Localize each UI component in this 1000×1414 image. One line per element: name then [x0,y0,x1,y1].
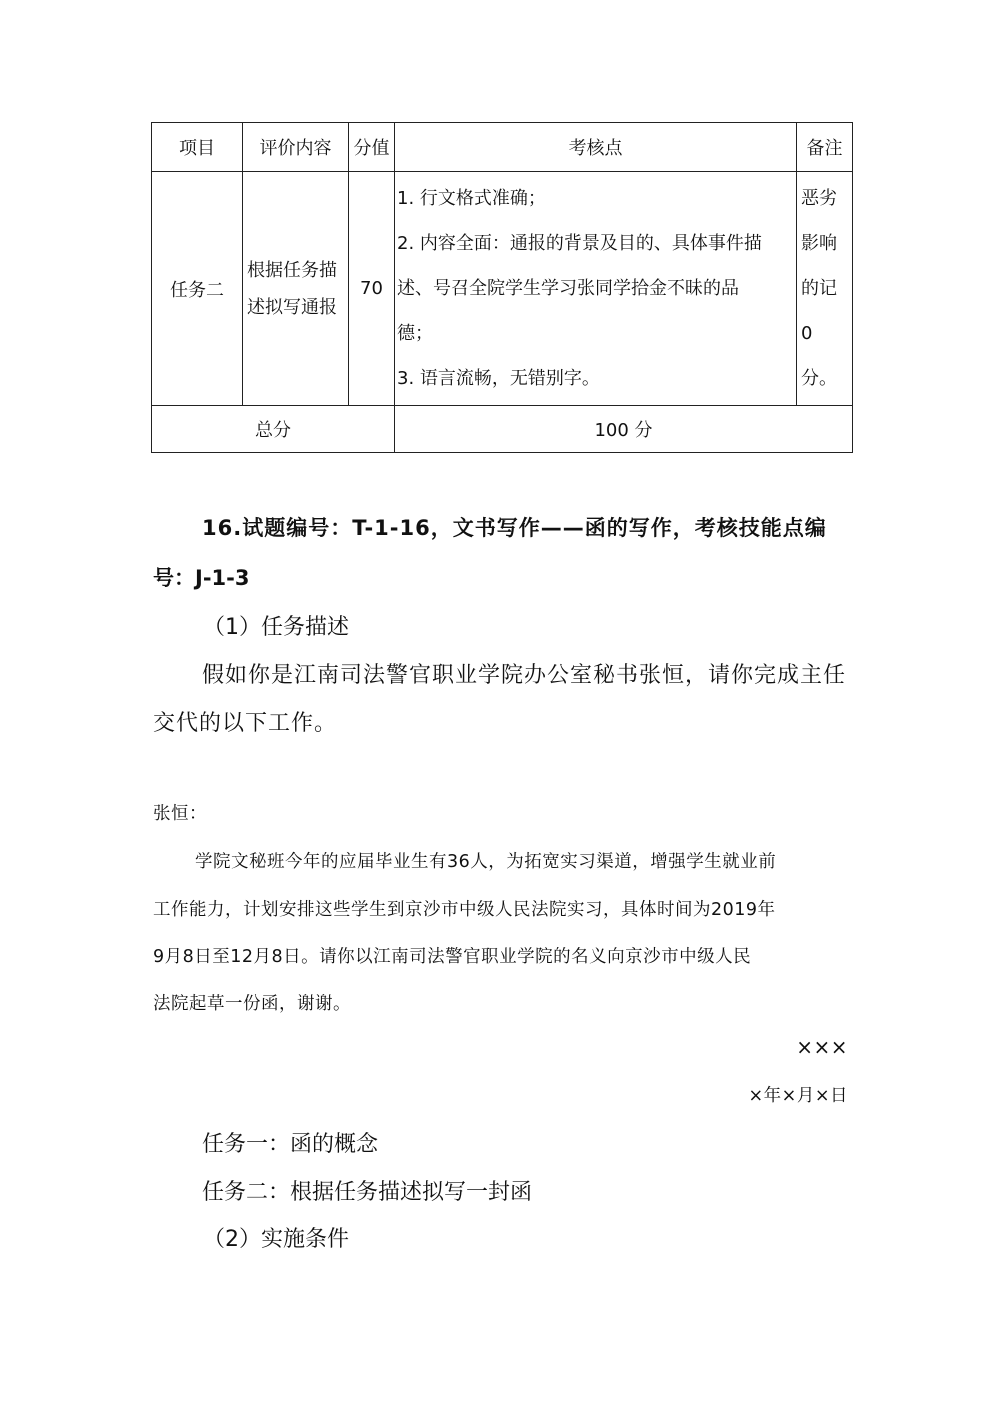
header-item: 项目 [152,123,243,172]
total-value: 100 分 [395,406,853,453]
letter-signature: ××× [796,1035,848,1059]
row-notes [797,172,853,406]
section-task-description: （1）任务描述 [203,615,349,640]
question-title: 16.试题编号：T-1-16，文书写作——函的写作，考核技能点编 [202,516,827,540]
point-line: 1. 行文格式准确； [397,188,546,209]
header-score: 分值 [349,123,395,172]
note-line: 影响 [801,233,837,254]
row-content-line: 述拟写通报 [247,296,337,318]
section-conditions: （2）实施条件 [203,1227,349,1252]
row-points [395,172,797,406]
table-header-row [152,123,853,172]
row-content [243,172,349,406]
row-item: 任务二 [152,172,243,406]
note-line: 恶劣 [801,188,837,209]
letter-body-line: 法院起草一份函，谢谢。 [153,994,351,1014]
row-content-line: 根据任务描 [247,259,337,281]
point-line: 德； [397,323,433,344]
point-line: 2. 内容全面：通报的背景及目的、具体事件描 [397,233,762,254]
task-two: 任务二：根据任务描述拟写一封函 [202,1180,533,1205]
table-total-row [152,406,853,453]
point-line: 3. 语言流畅，无错别字。 [397,368,600,389]
point-line: 述、号召全院学生学习张同学拾金不昧的品 [397,278,739,299]
header-notes: 备注 [797,123,853,172]
header-points: 考核点 [395,123,797,172]
letter-body-line: 学院文秘班今年的应届毕业生有36人，为拓宽实习渠道，增强学生就业前 [195,852,777,872]
evaluation-table [151,122,853,453]
table-row [152,172,853,406]
header-content: 评价内容 [243,123,349,172]
note-line: 的记0 [801,278,837,344]
letter-body-line: 工作能力，计划安排这些学生到京沙市中级人民法院实习，具体时间为2019年 [153,900,776,920]
letter-body-line: 9月8日至12月8日。请你以江南司法警官职业学院的名义向京沙市中级人民 [153,947,752,967]
letter-date: ×年×月×日 [748,1086,848,1106]
letter-salutation: 张恒： [153,804,207,824]
total-label: 总分 [152,406,395,453]
intro-paragraph-cont: 交代的以下工作。 [153,711,338,736]
question-title-cont: 号：J-1-3 [153,566,250,590]
note-line: 分。 [801,368,837,389]
row-score: 70 [349,172,395,406]
task-one: 任务一：函的概念 [202,1132,379,1157]
intro-paragraph: 假如你是江南司法警官职业学院办公室秘书张恒，请你完成主任 [202,663,847,688]
